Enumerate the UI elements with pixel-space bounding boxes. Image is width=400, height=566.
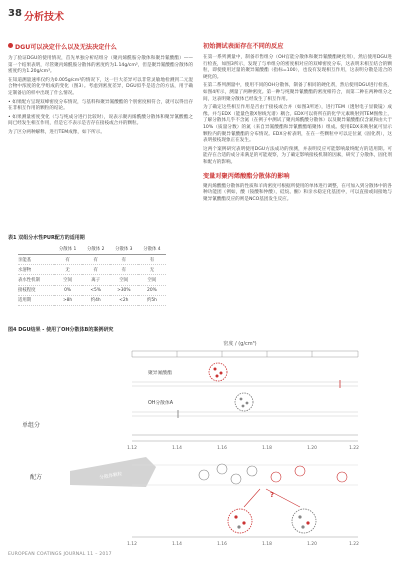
table-cell: 有 [82, 265, 110, 275]
particle-dot [306, 521, 309, 524]
figure [8, 337, 392, 551]
paragraph: 为了区分两种解释，进行TEM成像，如下所示。 [8, 129, 105, 135]
particle-icon [271, 472, 281, 482]
table-header-cell: 分散体 4 [138, 244, 166, 255]
right-body-1 [203, 55, 392, 167]
table-header-row [18, 244, 166, 255]
paragraph: 在第二系列测量中，使用不同的OH分散体，制备了相同的硬化剂，然后使用DGU进行检查，如图4所示，测量了两种密度。第一种与纯聚异氰酸酯的密度相符合，而第二种在两种组分之间，这表明聚分散体已经发生了相互作用。 [203, 83, 392, 102]
sample-label-1: 聚异氰酸酯 [148, 371, 172, 376]
paragraph: • 如果配方呈现双峰密度分布情况，与基料和聚异氰酸酯的个别密度相符合，就可以得出存在非相互作用的颗粒的结论。 [8, 99, 193, 112]
table-cell: 适用期 [18, 295, 54, 305]
dgu-figure-svg [8, 337, 392, 551]
particle-icon [247, 466, 257, 476]
tick-label: 1.22 [349, 542, 359, 547]
tick-label: 1.16 [217, 542, 227, 547]
table-row [18, 265, 166, 275]
particle-dot [234, 515, 237, 518]
particle-dot [242, 405, 245, 408]
table-cell: 有 [54, 255, 82, 265]
particle-icon [199, 470, 209, 480]
table-cell: 空间 [54, 275, 82, 285]
particle-dot [237, 525, 240, 528]
axis-title: 密度 / (g/cm³) [223, 341, 257, 347]
figure-caption: 图4 DGU结果 - 使用了OH分散体B的案例研究 [8, 327, 114, 333]
particle-dot [246, 402, 249, 405]
particle-icon [217, 464, 227, 474]
table-cell: 20% [138, 285, 166, 295]
question-mark: ? [270, 491, 275, 499]
table-header-cell: 分散体 1 [54, 244, 82, 255]
paragraph: 在第一系列测量中，制备市售组分（OH官能分散体和聚异氰酸酯硬化剂），然后使用DGU进行检查，如图3所示，发现了与单组分的密度相对应的双峰密度分布，这表明未相互结合的颗粒，即使使用过量的聚异氰酸酯（指标=100），也没有发现相互作用，这表明分散是适合的硬化的。 [203, 55, 392, 80]
tick-label: 1.14 [172, 446, 182, 451]
table-cell: 约5h [138, 295, 166, 305]
row-label-formula: 配方 [30, 474, 43, 481]
right-heading-1: 初始测试表面存在不同的反应 [203, 43, 284, 50]
table-header-cell: 分散体 3 [110, 244, 138, 255]
table-row [18, 285, 166, 295]
table-cell: 有 [138, 255, 166, 265]
particle-dot [242, 521, 245, 524]
paragraph: 在知道测量速率仅约为0.005g/cm³的情况下，这一巨大差异可以非常灵敏地检测到二元混合物中浓度的化学组成的变化（图3）。考虑到密度差异，DGU似乎是适合的方法，用于确定制备后的样中出现了什么情况。 [8, 77, 193, 96]
paragraph: 聚丙烯酸酯分散体的性质和羊肉密度可根据所使用的单体进行调整，在可加入到分散体中的各种功能团（例如，酸（铵酸和仲酸），硅烷、酮）和亲水稳定化基团中，可以直接或间接地与聚异氰酸酯反应的则是NCO基团发生反应。 [203, 183, 392, 202]
top-ticks [132, 351, 358, 357]
tick-label: 1.12 [127, 446, 137, 451]
table-cell: 无 [138, 265, 166, 275]
paragraph: 为了确定这些相互作用是否由于接枝或合并（如图3所述），进行TEM（透射电子显微镜）成像。并与EDX（能量色散X射线光谱）耦合。EDX可以将所在的化学元素映射到TEM图像上，了解分散体几乎不含氮（在例子中测试了聚丙烯酰酸分散体）以及聚异氰酸酯仅含氮和由大于10%（质量分数）的氮（来自异氰酸酯和异氰酸酯缩聚体）组成。使用EDX来映射氮可显示颗粒内的聚异氰酸酯的分布情况。EDX分析表明，在在一些颗粒中可以定位氮（固化剂），这表明接枝现象正在发生。 [203, 105, 392, 144]
table-cell: 水溶物 [18, 265, 54, 275]
particle-dot [298, 515, 301, 518]
left-heading-text: DGU可以决定什么以及无法决定什么 [15, 44, 117, 51]
tick-label: 1.18 [262, 446, 272, 451]
tick-label: 1.18 [262, 542, 272, 547]
page-number: 38 [8, 8, 22, 19]
table-row [18, 255, 166, 265]
right-heading-2: 变量对聚丙烯酸酯分散体的影响 [203, 172, 290, 180]
table-row [18, 275, 166, 285]
table-cell: 空间 [138, 275, 166, 285]
paragraph: 为了验证DGU的使用情况，首先单独分析结组分（聚丙烯酰胺分散体和聚异氰酸酯）——第一个结果表明，尽管聚丙烯酰胺分散体的密度约为1.14g/cm³，但是聚异氰酸酯分散体的密度约为1.20g/cm³。 [8, 56, 193, 75]
sample-label-2: OH分散体A [148, 401, 174, 406]
particle-icon [337, 472, 347, 482]
table-cell: 有 [110, 265, 138, 275]
table-caption: 表1 双组分水性PUR配方的适用期 [8, 235, 85, 241]
table-cell: 有 [82, 255, 110, 265]
table-cell: 约4h [82, 295, 110, 305]
table-cell: 表水性机制 [18, 275, 54, 285]
heading-bullet-icon [8, 43, 13, 48]
left-heading [8, 43, 193, 52]
table-cell: 0% [54, 285, 82, 295]
mid-tick-labels [127, 445, 359, 451]
tick-label: 1.16 [217, 446, 227, 451]
table-header-cell [18, 244, 54, 255]
pointer-line [244, 489, 260, 507]
table-header-cell: 分散体 2 [82, 244, 110, 255]
particle-dot [214, 368, 217, 371]
table-cell: <2h [110, 295, 138, 305]
particle-icon [295, 466, 305, 476]
table-cell: 接枝程度 [18, 285, 54, 295]
particle-dot [301, 525, 304, 528]
table-cell: 亲能基 [18, 255, 54, 265]
polyisocyanate-particle-icon [209, 363, 227, 381]
arrow-label: 分散体颗粒 [99, 472, 123, 481]
table-cell: 离子 [82, 275, 110, 285]
table-cell: >8h [54, 295, 82, 305]
table-cell: 有 [110, 255, 138, 265]
particle-dot [216, 375, 219, 378]
table-row [18, 295, 166, 305]
table-cell: 空间 [110, 275, 138, 285]
potlife-table [18, 244, 166, 306]
left-column [8, 43, 193, 137]
arrow-shape [70, 457, 156, 487]
bottom-tick-labels [127, 541, 359, 547]
particle-icon [231, 474, 241, 484]
merged-particle-icon [292, 509, 316, 533]
table-cell: >30% [110, 285, 138, 295]
particle-dot [240, 398, 243, 401]
left-body [8, 56, 193, 137]
section-title: 分析技术 [24, 12, 64, 23]
tick-label: 1.20 [307, 446, 317, 451]
table-cell: <5% [82, 285, 110, 295]
table-container [18, 244, 166, 306]
tick-label: 1.20 [307, 542, 317, 547]
tick-label: 1.14 [172, 542, 182, 547]
particle-dot [220, 372, 223, 375]
oh-dispersion-particle-icon [235, 393, 253, 411]
tick-label: 1.22 [349, 446, 359, 451]
paragraph: • 如果测量密度变化（与与纯成分进行比较时），说表示聚丙烯酰酸分散体和聚异氰酸酯之间已经发生相互作用，但是它不表示是否存在接枝或合并的颗粒。 [8, 114, 193, 127]
table-cell: 无 [54, 265, 82, 275]
grafted-particle-icon [228, 509, 252, 533]
row-label-single: 单组分 [22, 422, 41, 429]
right-body-2 [203, 184, 392, 204]
right-column [203, 43, 392, 203]
footer: EUROPEAN COATINGS JOURNAL 11 – 2017 [8, 552, 112, 557]
paragraph: 这两个案例研究表明使用DGU方法成功的预测，并表明反应可能影响最终配方的适用期。可能存在合适的成分来满足的可能观察，为了确定影响接枝机制的因素，研究了分散体，固化剂和配方的影响。 [203, 146, 392, 165]
tick-label: 1.12 [127, 542, 137, 547]
